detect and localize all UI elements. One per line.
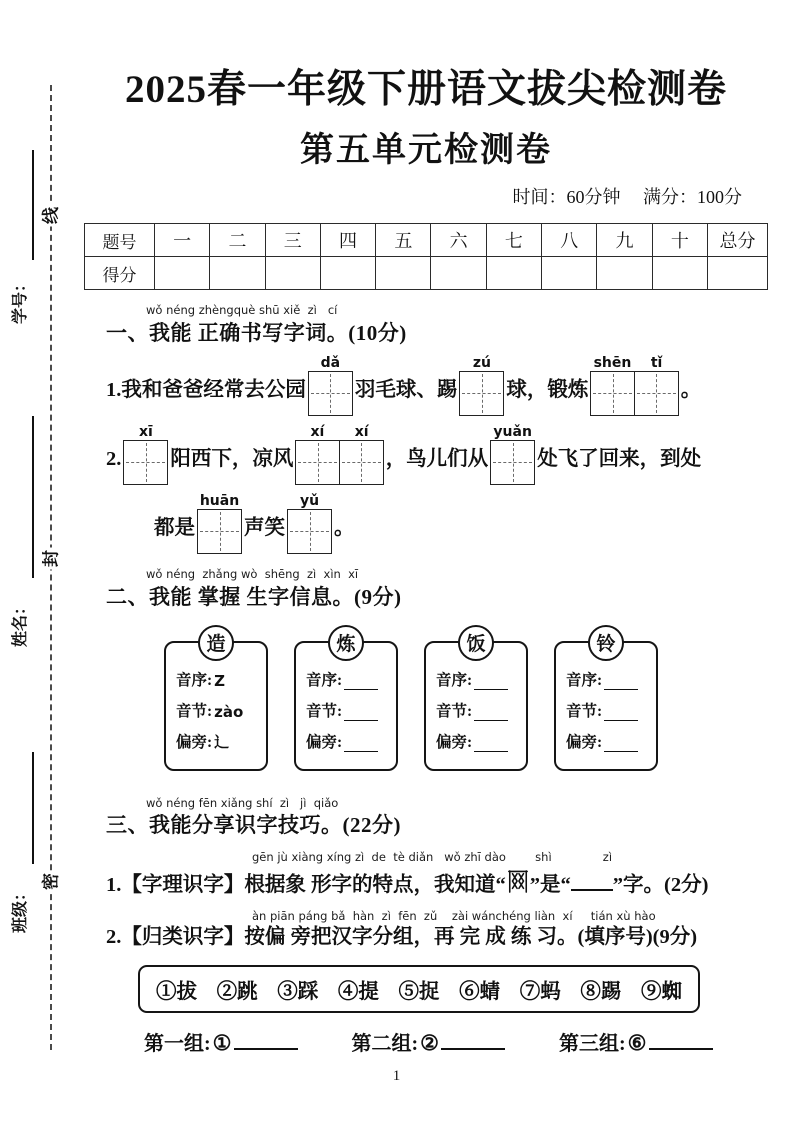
sentence-text: 处飞了回来，到处 bbox=[537, 448, 702, 471]
writing-box[interactable] bbox=[590, 371, 635, 416]
yinxu-label: 音序: bbox=[306, 671, 343, 689]
yinxu-value[interactable]: Z bbox=[214, 671, 226, 690]
pinyin-yu: yǔ bbox=[299, 492, 320, 509]
fill-box-xixi bbox=[295, 424, 383, 485]
writing-box[interactable] bbox=[123, 440, 168, 485]
answer-group-2 bbox=[352, 1027, 506, 1056]
score-label: 得分 bbox=[85, 257, 155, 290]
group-2-label: 第二组: bbox=[351, 1032, 419, 1055]
section-one-pinyin: wǒ néng zhèngquè shū xiě zì cí bbox=[146, 303, 338, 317]
pinyin-ti: tǐ bbox=[650, 354, 663, 371]
name-blank[interactable] bbox=[32, 416, 34, 578]
writing-box[interactable] bbox=[197, 509, 242, 554]
yinxu-label: 音序: bbox=[176, 671, 213, 689]
sentence-text: 声笑 bbox=[244, 517, 285, 540]
exam-content bbox=[84, 0, 768, 1056]
pianpang-row bbox=[176, 730, 258, 752]
col-7: 七 bbox=[486, 224, 541, 257]
question-text: ”字。(2分) bbox=[612, 873, 709, 896]
fill-box-yuan bbox=[490, 424, 535, 485]
col-3: 三 bbox=[265, 224, 320, 257]
exam-title: 2025春一年级下册语文拔尖检测卷 bbox=[124, 68, 727, 111]
score-table-score-row bbox=[85, 257, 768, 290]
group-3-label: 第三组: bbox=[559, 1032, 626, 1055]
pianpang-row bbox=[566, 730, 648, 752]
group-answers bbox=[144, 1027, 768, 1056]
fill-box-da bbox=[308, 355, 353, 416]
card-character: 造 bbox=[198, 625, 234, 661]
pinyin-xi1: xī bbox=[138, 423, 153, 440]
fullscore-info: 满分：100分 bbox=[643, 187, 742, 207]
student-id-blank[interactable] bbox=[32, 150, 34, 260]
char-card-fan bbox=[424, 634, 528, 771]
item-8: ⑧踢 bbox=[580, 980, 622, 1003]
pinyin-zu: zú bbox=[472, 354, 491, 371]
fill-box-huan bbox=[197, 493, 242, 554]
class-label: 班级： bbox=[12, 885, 29, 934]
pianpang-label: 偏旁: bbox=[306, 733, 343, 751]
char-info-cards bbox=[164, 634, 768, 771]
question-tag: 【字理识字】 bbox=[121, 873, 245, 896]
yinxu-row bbox=[566, 668, 648, 690]
student-id-label: 学号： bbox=[12, 276, 29, 325]
yinjie-row bbox=[306, 699, 388, 721]
fill-box-xi1 bbox=[123, 424, 168, 485]
yinjie-value[interactable] bbox=[604, 705, 638, 721]
section-one-title: 一、我能 正确书写字词。(10分) bbox=[106, 320, 407, 345]
seal-char-line: 线 bbox=[36, 205, 67, 227]
sentence-text: 。 bbox=[334, 517, 355, 540]
pinyin-huan: huān bbox=[199, 492, 240, 509]
seal-char-seal: 封 bbox=[36, 548, 67, 570]
question-number-label: 题号 bbox=[85, 224, 155, 257]
yinjie-value[interactable] bbox=[474, 705, 508, 721]
exam-subtitle: 第五单元检测卷 bbox=[300, 132, 552, 169]
item-3: ③踩 bbox=[277, 980, 319, 1003]
yinjie-label: 音节: bbox=[566, 702, 603, 720]
yinxu-row bbox=[176, 668, 258, 690]
yinjie-label: 音节: bbox=[306, 702, 343, 720]
question-text: 根据象 形字的特点，我知道“ bbox=[244, 873, 506, 896]
exam-info bbox=[84, 183, 768, 209]
answer-blank[interactable] bbox=[571, 873, 613, 891]
page-number: 1 bbox=[392, 1068, 401, 1084]
sentence-text: ，鸟儿们从 bbox=[385, 448, 489, 471]
question-number: 1. bbox=[106, 379, 122, 402]
name-label: 姓名： bbox=[12, 599, 29, 648]
pianpang-value[interactable]: 辶 bbox=[214, 732, 230, 751]
character-items-box bbox=[138, 965, 700, 1013]
card-character: 饭 bbox=[458, 625, 494, 661]
question-tag: 【归类识字】 bbox=[121, 926, 245, 949]
item-2: ②跳 bbox=[216, 980, 258, 1003]
writing-box[interactable] bbox=[308, 371, 353, 416]
yinxu-row bbox=[436, 668, 518, 690]
score-cell-total[interactable] bbox=[708, 257, 768, 290]
score-cell[interactable] bbox=[486, 257, 541, 290]
item-6: ⑥蜻 bbox=[459, 980, 501, 1003]
yinxu-row bbox=[306, 668, 388, 690]
item-7: ⑦蚂 bbox=[519, 980, 561, 1003]
col-2: 二 bbox=[210, 224, 265, 257]
char-card-zao bbox=[164, 634, 268, 771]
seal-char-secret: 密 bbox=[36, 871, 67, 893]
pinyin-da: dǎ bbox=[320, 354, 341, 371]
group-2-given: ② bbox=[420, 1030, 439, 1055]
yinjie-value[interactable] bbox=[344, 705, 378, 721]
sentence-text: 都是 bbox=[154, 517, 195, 540]
writing-box[interactable] bbox=[287, 509, 332, 554]
pianpang-value[interactable] bbox=[344, 736, 378, 752]
question-1-1 bbox=[84, 355, 768, 416]
item-5: ⑤捉 bbox=[398, 980, 440, 1003]
score-cell[interactable] bbox=[542, 257, 597, 290]
question-number: 2. bbox=[106, 448, 122, 471]
score-cell[interactable] bbox=[265, 257, 320, 290]
score-cell[interactable] bbox=[652, 257, 707, 290]
time-info: 时间：60分钟 bbox=[512, 187, 621, 207]
writing-box[interactable] bbox=[339, 440, 384, 485]
net-pictograph-icon bbox=[507, 869, 529, 899]
section-three-pinyin: wǒ néng fēn xiǎng shí zì jì qiǎo bbox=[146, 795, 339, 810]
question-text: ”是“ bbox=[529, 873, 571, 896]
question-3-1-pinyin: gēn jù xiàng xíng zì de tè diǎn wǒ zhī dào shì zì bbox=[252, 850, 613, 865]
pianpang-value[interactable] bbox=[474, 736, 508, 752]
pianpang-row bbox=[306, 730, 388, 752]
sentence-text: 我和爸爸经常去公园 bbox=[121, 379, 306, 402]
group-1-given: ① bbox=[212, 1030, 232, 1055]
col-6: 六 bbox=[431, 224, 486, 257]
writing-box[interactable] bbox=[490, 440, 535, 485]
class-blank[interactable] bbox=[32, 752, 34, 864]
question-text: 按偏 旁把汉字分组，再 完 成 练 习。(填序号)(9分) bbox=[244, 926, 698, 949]
question-1-2-line2 bbox=[132, 493, 768, 554]
pianpang-label: 偏旁: bbox=[436, 733, 473, 751]
sentence-text: 球，锻炼 bbox=[506, 379, 589, 402]
score-cell[interactable] bbox=[155, 257, 210, 290]
group-1-label: 第一组: bbox=[144, 1032, 211, 1055]
item-1: ①拔 bbox=[156, 980, 197, 1003]
col-10: 十 bbox=[652, 224, 707, 257]
section-three-title: 三、我能分享识字技巧。(22分) bbox=[106, 813, 401, 838]
group-2-blank[interactable] bbox=[441, 1028, 505, 1050]
yinxu-label: 音序: bbox=[566, 671, 603, 689]
col-5: 五 bbox=[376, 224, 431, 257]
section-two-title: 二、我能 掌握 生字信息。(9分) bbox=[106, 584, 402, 609]
col-9: 九 bbox=[597, 224, 652, 257]
section-two-pinyin: wǒ néng zhǎng wò shēng zì xìn xī bbox=[146, 566, 359, 581]
yinjie-label: 音节: bbox=[436, 702, 473, 720]
char-card-lian bbox=[294, 634, 398, 771]
fill-box-yu bbox=[287, 493, 332, 554]
section-two-heading bbox=[84, 568, 768, 611]
yinxu-value[interactable] bbox=[474, 674, 508, 690]
score-table bbox=[84, 223, 768, 290]
score-cell[interactable] bbox=[597, 257, 652, 290]
sentence-text: 羽毛球、踢 bbox=[354, 379, 458, 402]
writing-box[interactable] bbox=[634, 371, 679, 416]
yinxu-label: 音序: bbox=[436, 671, 473, 689]
group-1-blank[interactable] bbox=[234, 1028, 298, 1050]
card-character: 炼 bbox=[328, 625, 364, 661]
question-3-2 bbox=[84, 910, 768, 950]
writing-box[interactable] bbox=[295, 440, 340, 485]
question-number: 2. bbox=[106, 926, 122, 949]
pinyin-yuan: yuǎn bbox=[493, 423, 532, 440]
group-3-given: ⑥ bbox=[627, 1030, 647, 1055]
pianpang-label: 偏旁: bbox=[566, 733, 603, 751]
question-3-2-pinyin: àn piān páng bǎ hàn zì fēn zǔ zài wánchéng liàn xí tián xù hào bbox=[252, 909, 656, 924]
pianpang-label: 偏旁: bbox=[176, 733, 213, 751]
pinyin-shen: shēn bbox=[593, 354, 632, 371]
pinyin-xi3: xí bbox=[354, 423, 369, 440]
answer-group-3 bbox=[559, 1027, 713, 1056]
yinjie-value[interactable]: zào bbox=[214, 702, 244, 721]
col-1: 一 bbox=[155, 224, 210, 257]
score-cell[interactable] bbox=[431, 257, 486, 290]
col-4: 四 bbox=[320, 224, 375, 257]
fill-box-zu bbox=[459, 355, 504, 416]
question-number: 1. bbox=[106, 873, 122, 896]
score-cell[interactable] bbox=[376, 257, 431, 290]
score-cell[interactable] bbox=[210, 257, 265, 290]
sentence-text: 阳西下，凉风 bbox=[170, 448, 294, 471]
yinjie-row bbox=[436, 699, 518, 721]
answer-group-1 bbox=[144, 1027, 298, 1056]
score-cell[interactable] bbox=[320, 257, 375, 290]
col-total: 总分 bbox=[708, 224, 768, 257]
item-9: ⑨蜘 bbox=[641, 980, 682, 1003]
score-table-header-row bbox=[85, 224, 768, 257]
char-card-ling bbox=[554, 634, 658, 771]
yinxu-value[interactable] bbox=[604, 674, 638, 690]
question-3-1 bbox=[84, 851, 768, 898]
yinjie-row bbox=[566, 699, 648, 721]
section-three-heading bbox=[84, 797, 768, 840]
sentence-text: 。 bbox=[680, 379, 702, 402]
question-1-2-line1 bbox=[84, 424, 768, 485]
item-4: ④提 bbox=[337, 980, 379, 1003]
pinyin-xi2: xí bbox=[310, 423, 325, 440]
group-3-blank[interactable] bbox=[649, 1028, 713, 1050]
yinjie-label: 音节: bbox=[176, 702, 213, 720]
section-one-heading bbox=[84, 304, 768, 347]
card-character: 铃 bbox=[588, 625, 624, 661]
pianpang-value[interactable] bbox=[604, 736, 638, 752]
pianpang-row bbox=[436, 730, 518, 752]
fill-box-shenti bbox=[590, 355, 678, 416]
col-8: 八 bbox=[542, 224, 597, 257]
yinjie-row bbox=[176, 699, 258, 721]
yinxu-value[interactable] bbox=[344, 674, 378, 690]
writing-box[interactable] bbox=[459, 371, 504, 416]
